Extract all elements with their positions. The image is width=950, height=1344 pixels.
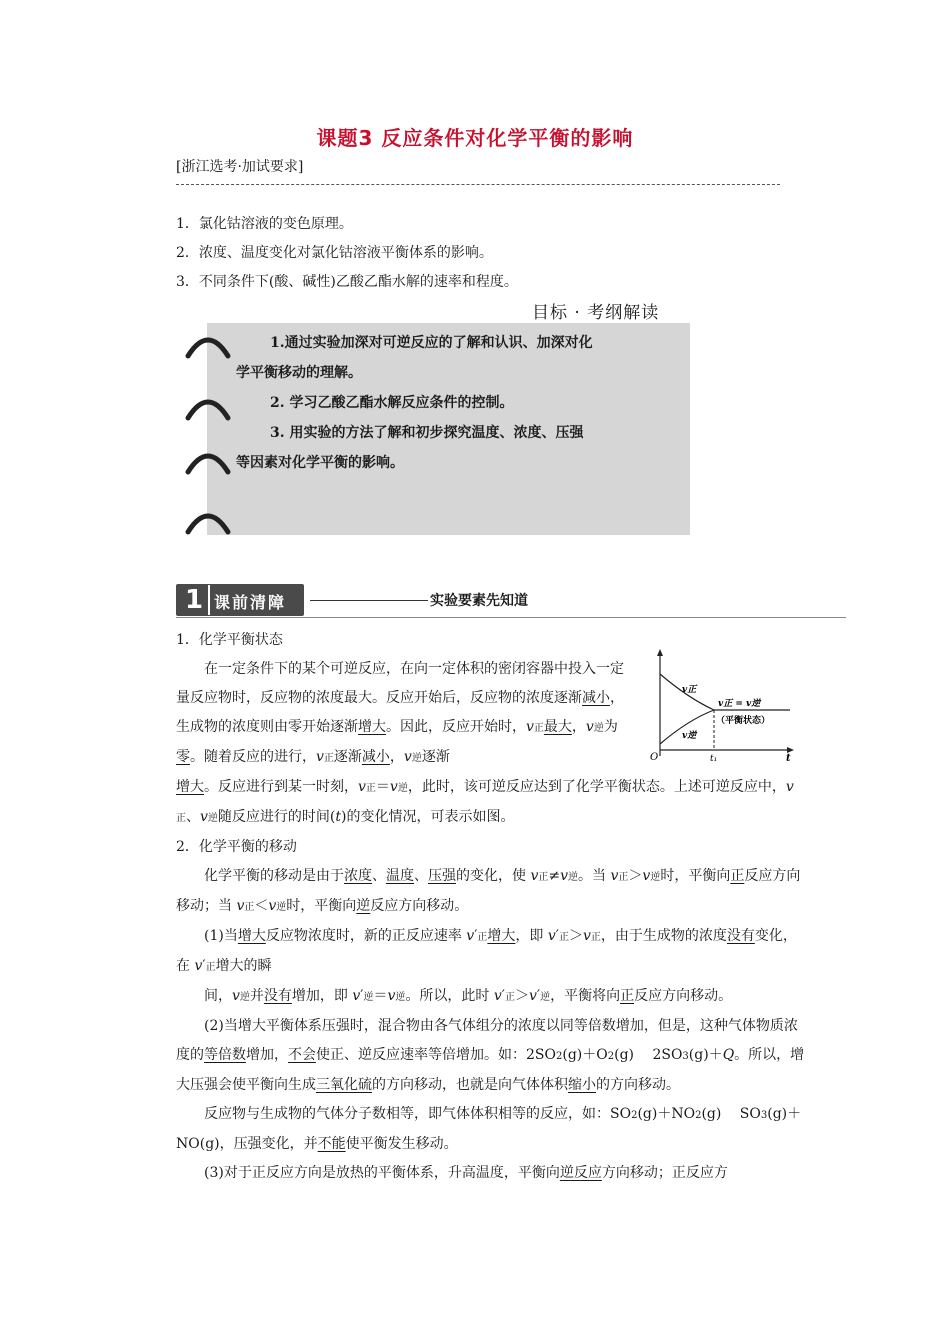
paragraph-equal-moles: 反应物与生成物的气体分子数相等，即气体体积相等的反应，如：SO2(g)＋NO2(g) SO3(g)＋NO(g)，压强变化，并不能使平衡发生移动。	[176, 1106, 802, 1152]
section-badge	[176, 584, 304, 616]
requirement-item: 3．不同条件下(酸、碱性)乙酸乙酯水解的速率和程度。	[176, 274, 518, 290]
section-number: 1	[180, 585, 210, 615]
page-title: 课题3 反应条件对化学平衡的影响	[316, 126, 634, 150]
section-underline	[176, 617, 846, 618]
goal-1-cont: 学平衡移动的理解。	[236, 365, 362, 381]
equilibrium-state-label: （平衡状态）	[716, 716, 771, 726]
goals-header: 目标 · 考纲解读	[532, 303, 660, 323]
paragraph-temperature: (3)对于正反应方向是放热的平衡体系，升高温度，平衡向逆反应方向移动；正反应方	[204, 1165, 728, 1181]
requirement-label: [浙江选考·加试要求]	[176, 159, 304, 175]
section-rule	[310, 600, 428, 601]
series-v-reverse-label: v逆	[682, 731, 697, 741]
requirement-list	[176, 210, 518, 297]
t1-tick-label: t₁	[710, 754, 718, 763]
paragraph-equilibrium-state: 在一定条件下的某个可逆反应，在向一定体积的密闭容器中投入一定量反应物时，反应物的浓度最大。反应开始后，反应物的浓度逐渐减小，生成物的浓度则由零开始逐渐增大。因此，反应开始时，v正最大，v逆为零。随着反应的进行，v正逐渐减小，v逆逐渐	[176, 661, 624, 765]
binder-ring-icon	[184, 330, 232, 360]
section-subtitle: 实验要素先知道	[430, 593, 528, 609]
section-label: 课前清障	[214, 593, 287, 612]
heading-equilibrium-state: 1．化学平衡状态	[176, 632, 283, 648]
goal-1: 1.通过实验加深对可逆反应的了解和认识、加深对化	[270, 335, 593, 351]
paragraph-concentration-cont: 间，v逆并没有增加，即 v′逆＝v逆。所以，此时 v′正＞v′逆，平衡将向正反应方向移动。	[204, 988, 733, 1004]
origin-label: O	[650, 752, 659, 763]
equilibrium-eq-label: v正 = v逆	[718, 699, 761, 709]
binder-ring-icon	[184, 506, 232, 536]
section-header	[176, 584, 846, 618]
paragraph-shift-intro: 化学平衡的移动是由于浓度、温度、压强的变化，使 v正≠v逆。当 v正＞v逆时，平衡向正反应方向移动；当 v正＜v逆时，平衡向逆反应方向移动。	[176, 868, 801, 914]
goals-text	[236, 328, 666, 478]
binder-ring-icon	[184, 392, 232, 422]
series-v-forward-label: v正	[682, 685, 697, 695]
binder-ring-icon	[184, 446, 232, 476]
goal-2: 2. 学习乙酸乙酯水解反应条件的控制。	[270, 395, 514, 411]
goal-3-cont: 等因素对化学平衡的影响。	[236, 455, 404, 471]
requirement-item: 2．浓度、温度变化对氯化钴溶液平衡体系的影响。	[176, 245, 493, 261]
dashed-divider	[176, 184, 780, 185]
paragraph-pressure: (2)当增大平衡体系压强时，混合物由各气体组分的浓度以同等倍数增加，但是，这种气体物质浓度的等倍数增加，不会使正、逆反应速率等倍增加。如：2SO2(g)＋O2(g) 2SO3(g)＋Q。所以，增大压强会使平衡向生成三氧化硫的方向移动，也就是向气体体积缩小的方向移动。	[176, 1018, 805, 1093]
paragraph-concentration: (1)当增大反应物浓度时，新的正反应速率 v′正增大，即 v′正＞v正，由于生成物的浓度没有变化，在 v′正增大的瞬	[176, 928, 797, 974]
requirement-item: 1．氯化钴溶液的变色原理。	[176, 216, 353, 232]
goal-3: 3. 用实验的方法了解和初步探究温度、浓度、压强	[270, 425, 584, 441]
heading-equilibrium-shift: 2．化学平衡的移动	[176, 839, 297, 855]
paragraph-equilibrium-state-cont: 增大。反应进行到某一时刻，v正＝v逆，此时，该可逆反应达到了化学平衡状态。上述可逆反应中，v正、v逆随反应进行的时间(t)的变化情况，可表示如图。	[176, 779, 794, 825]
body-text	[176, 626, 808, 1188]
x-axis-label: t	[786, 753, 791, 763]
